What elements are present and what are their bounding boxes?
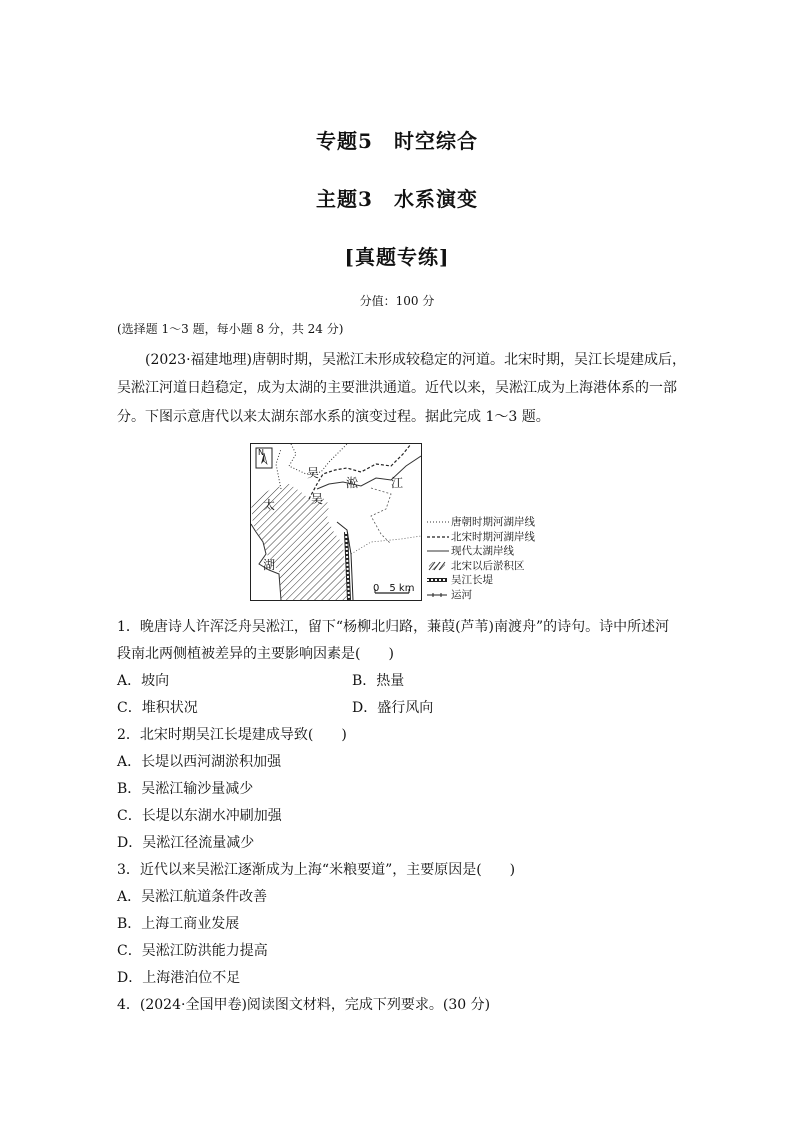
legend-label: 唐朝时期河湖岸线 [451, 516, 535, 528]
dashed-line-icon [427, 533, 449, 541]
canal-icon [427, 591, 449, 599]
legend-item [427, 530, 535, 545]
q1-stem-line2: 段南北两侧植被差异的主要影响因素是( ) [117, 646, 394, 662]
water-system-map [250, 443, 422, 601]
map-legend [427, 515, 535, 602]
map-graphic [251, 444, 421, 600]
q3-option-c[interactable]: C．吴淞江防洪能力提高 [117, 943, 268, 959]
legend-item [427, 544, 535, 559]
map-label-tai: 太 [263, 498, 276, 512]
legend-item [427, 515, 535, 530]
hatch-icon [427, 561, 449, 571]
q1-option-d[interactable]: D．盛行风向 [352, 700, 434, 716]
wusong-river [317, 456, 421, 489]
q4-stem: 4．(2024·全国甲卷)阅读图文材料，完成下列要求。(30 分) [117, 997, 491, 1013]
q1-option-b[interactable]: B．热量 [352, 673, 405, 689]
legend-item [427, 573, 535, 588]
q3-option-d[interactable]: D．上海港泊位不足 [117, 970, 241, 986]
q1-option-a[interactable]: A．坡向 [117, 673, 170, 689]
legend-label: 北宋时期河湖岸线 [451, 530, 535, 543]
q1-option-c[interactable]: C．堆积状况 [117, 700, 198, 716]
q2-option-d[interactable]: D．吴淞江径流量减少 [117, 835, 255, 851]
intro-line-1: (2023·福建地理)唐朝时期，吴淞江未形成较稳定的河道。北宋时期，吴江长堤建成后， [145, 352, 687, 368]
north-label: N [258, 448, 264, 457]
legend-label: 运河 [451, 588, 472, 601]
legend-label: 现代太湖岸线 [451, 545, 514, 557]
q2-option-a[interactable]: A．长堤以西河湖淤积加强 [117, 754, 282, 770]
legend-item [427, 559, 535, 574]
q2-option-c[interactable]: C．长堤以东湖水冲刷加强 [117, 808, 282, 824]
intro-line-3: 分。下图示意唐代以来太湖东部水系的演变过程。据此完成 1～3 题。 [117, 409, 550, 425]
q3-option-a[interactable]: A．吴淞江航道条件改善 [117, 889, 268, 905]
section-title: [真题专练] [344, 245, 450, 269]
map-label-wu2: 吴 [311, 492, 324, 506]
map-label-song: 淞 [346, 476, 359, 490]
legend-item [427, 588, 535, 603]
dyke-icon [427, 576, 449, 584]
score-label: 分值：100 分 [359, 294, 435, 308]
q2-option-b[interactable]: B．吴淞江输沙量减少 [117, 781, 254, 797]
q3-option-b[interactable]: B．上海工商业发展 [117, 916, 240, 932]
topic-title: 专题5 时空综合 [316, 129, 478, 153]
q2-stem: 2．北宋时期吴江长堤建成导致( ) [117, 727, 347, 743]
map-label-jiang: 江 [391, 476, 404, 490]
choice-note: (选择题 1～3 题，每小题 8 分，共 24 分) [117, 322, 344, 336]
subtopic-title: 主题3 水系演变 [316, 187, 478, 211]
map-label-wu: 吴 [307, 466, 320, 480]
q1-stem-line1: 1．晚唐诗人许浑泛舟吴淞江，留下“杨柳北归路，蒹葭(芦苇)南渡舟”的诗句。诗中所述河 [117, 619, 670, 635]
dotted-line-icon [427, 518, 449, 526]
map-label-hu: 湖 [263, 558, 276, 572]
intro-line-2: 吴淞江河道日趋稳定，成为太湖的主要泄洪通道。近代以来，吴淞江成为上海港体系的一部 [117, 380, 677, 396]
solid-line-icon [427, 547, 449, 555]
legend-label: 北宋以后淤积区 [451, 559, 525, 572]
legend-label: 吴江长堤 [451, 574, 493, 586]
scale-label: 0 5 km [373, 583, 415, 594]
q3-stem: 3．近代以来吴淞江逐渐成为上海“米粮要道”，主要原因是( ) [117, 862, 516, 878]
